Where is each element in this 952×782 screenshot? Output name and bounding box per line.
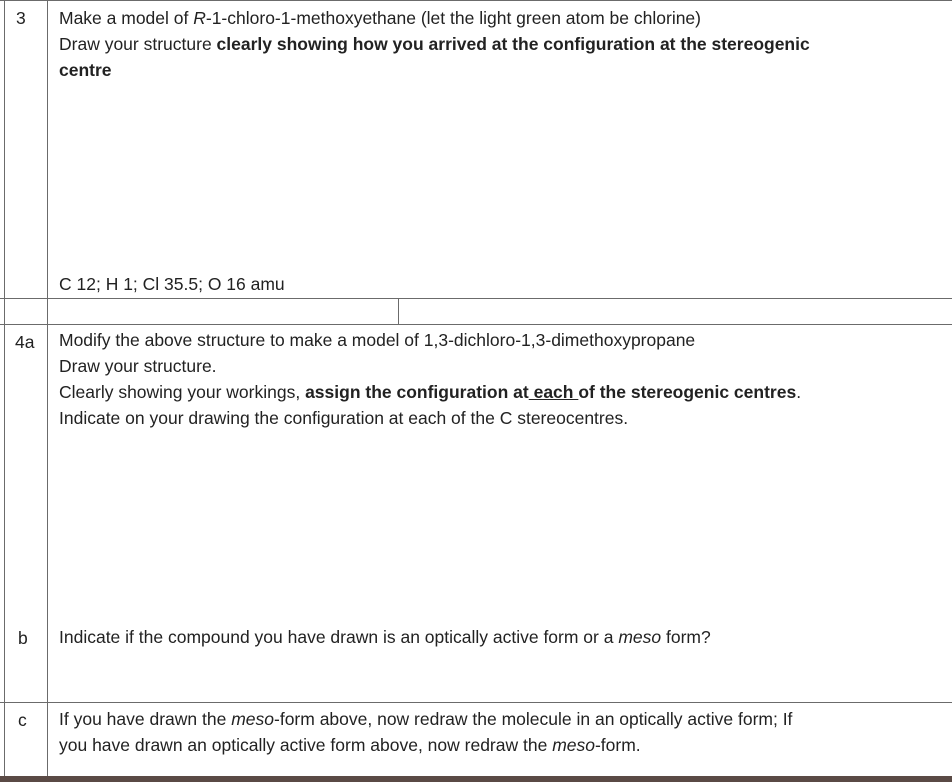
text-segment: Make a model of	[59, 8, 194, 28]
question-number: 3	[16, 8, 26, 28]
bold-text: clearly showing how you arrived at the configuration at the stereogenic	[216, 34, 810, 54]
bottom-border-bar	[0, 776, 952, 782]
question-4a-line-1: Modify the above structure to make a model of 1,3-dichloro-1,3-dimethoxypropane	[59, 330, 696, 350]
question-number: c	[18, 710, 27, 730]
bold-text: of the stereogenic centres	[578, 382, 797, 402]
text-segment: -form.	[594, 735, 641, 755]
table-rule	[0, 702, 952, 703]
question-4c-line-1	[59, 706, 939, 732]
text-segment: you have drawn an optically active form above, now redraw the	[59, 735, 553, 755]
question-4a-line-3	[59, 379, 939, 405]
italic-text: R	[193, 8, 206, 28]
table-rule	[47, 0, 48, 776]
question-4c-text	[59, 706, 939, 758]
text-segment: Clearly showing your workings,	[59, 382, 306, 402]
text-segment: -1-chloro-1-methoxyethane (let the light green atom be chlorine)	[205, 8, 701, 28]
question-3-line-2	[59, 31, 939, 57]
question-number: b	[18, 628, 28, 648]
text-segment: If you have drawn the	[59, 709, 232, 729]
table-rule	[0, 324, 952, 325]
table-rule	[0, 298, 952, 299]
question-4a-line-2: Draw your structure.	[59, 356, 217, 376]
text-segment: form?	[661, 627, 711, 647]
atomic-masses: C 12; H 1; Cl 35.5; O 16 amu	[59, 274, 285, 294]
question-4b-line	[59, 624, 939, 650]
question-number: 4a	[15, 332, 35, 352]
bold-text: centre	[59, 60, 112, 80]
question-3-line-3	[59, 57, 939, 83]
italic-text: meso	[231, 709, 274, 729]
bold-underlined-text: each	[528, 382, 579, 402]
question-3-line-1	[59, 5, 939, 31]
table-rule	[0, 0, 952, 1]
table-rule	[4, 0, 5, 776]
text-segment: -form above, now redraw the molecule in an optically active form; If	[274, 709, 793, 729]
text-segment: Draw your structure	[59, 34, 217, 54]
text-segment: Indicate if the compound you have drawn is an optically active form or a	[59, 627, 619, 647]
question-3-text	[59, 5, 939, 83]
question-4a-line-4: Indicate on your drawing the configuration at each of the C stereocentres.	[59, 408, 629, 428]
question-4a-text	[59, 327, 939, 431]
italic-text: meso	[618, 627, 662, 647]
question-4c-line-2	[59, 732, 939, 758]
question-4b-text	[59, 624, 939, 650]
text-segment: .	[796, 382, 802, 402]
table-rule	[398, 298, 399, 324]
italic-text: meso	[552, 735, 595, 755]
bold-text: assign the configuration at	[305, 382, 529, 402]
